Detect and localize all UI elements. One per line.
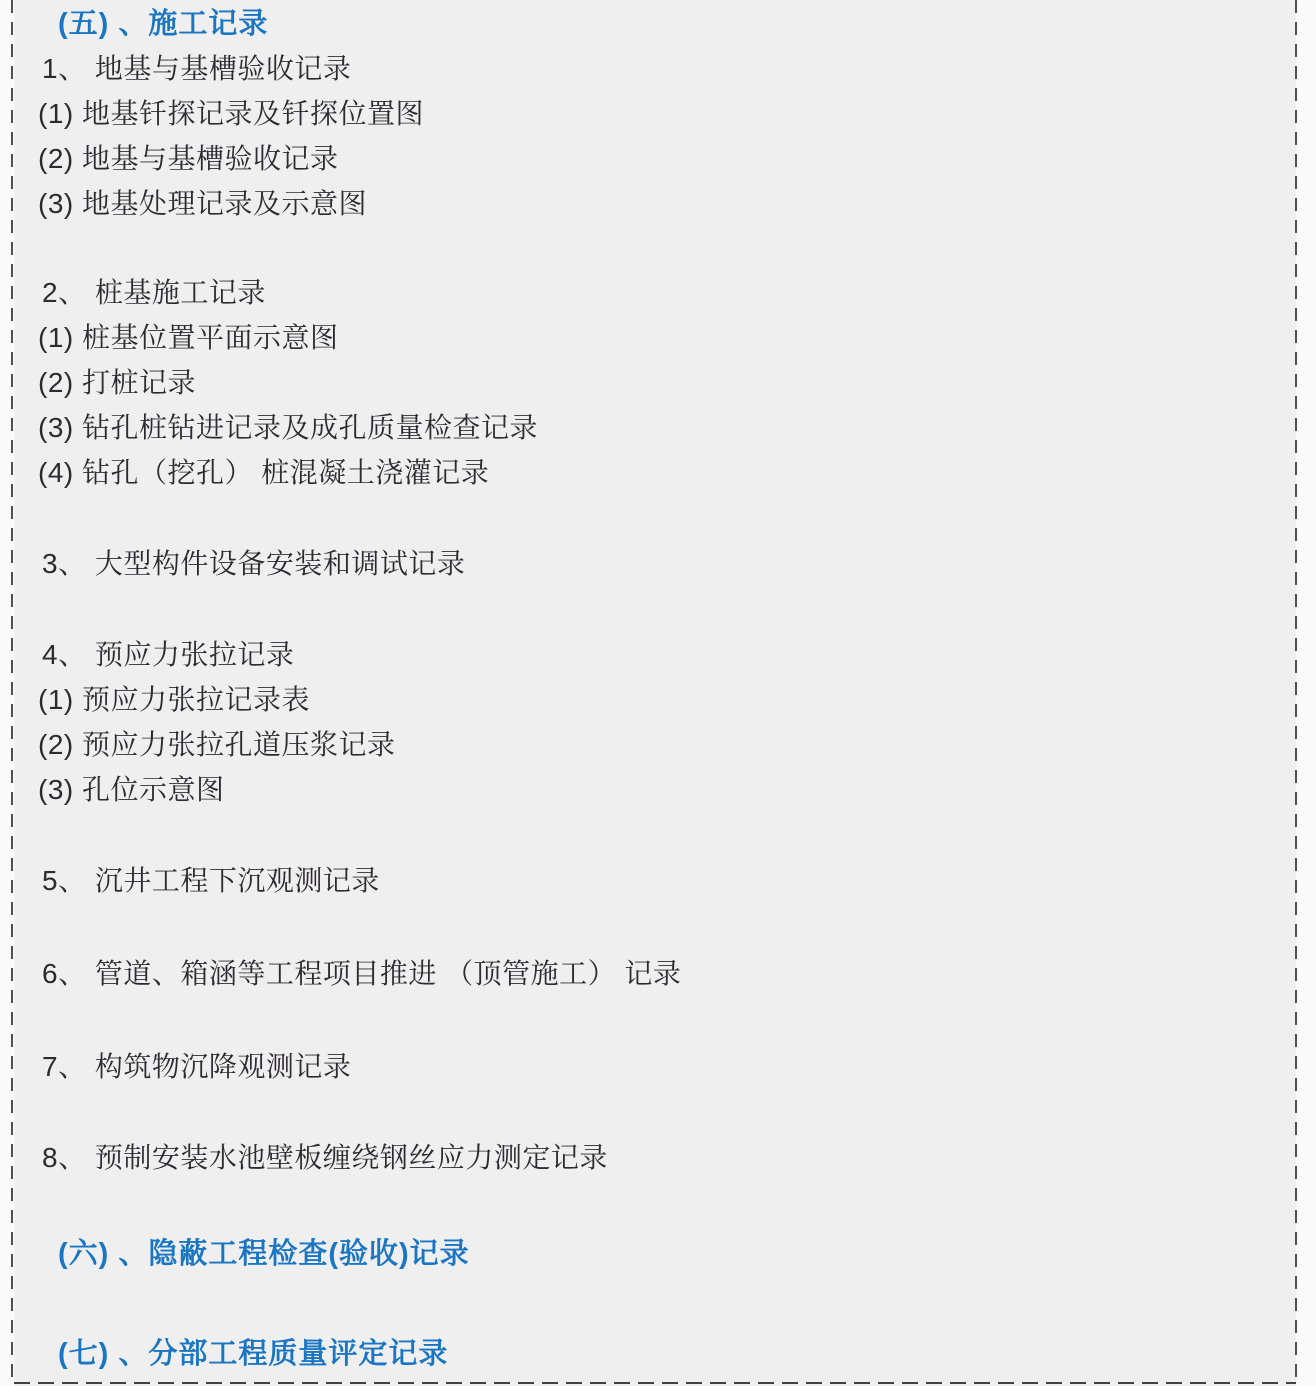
list-subitem: (3) 孔位示意图 [38, 774, 225, 805]
page-border-bottom [14, 1382, 1296, 1384]
list-subitem: (1) 地基钎探记录及钎探位置图 [38, 98, 425, 129]
section-heading-7: (七) 、分部工程质量评定记录 [58, 1338, 449, 1370]
list-item-3: 3、 大型构件设备安装和调试记录 [42, 548, 466, 579]
list-subitem: (4) 钻孔（挖孔） 桩混凝土浇灌记录 [38, 457, 490, 488]
list-subitem: (1) 桩基位置平面示意图 [38, 322, 339, 353]
list-item-2: 2、 桩基施工记录 [42, 277, 266, 308]
list-subitem: (3) 钻孔桩钻进记录及成孔质量检查记录 [38, 412, 539, 443]
list-subitem: (2) 打桩记录 [38, 367, 197, 398]
list-item-6: 6、 管道、箱涵等工程项目推进 （顶管施工） 记录 [42, 958, 682, 989]
list-subitem: (1) 预应力张拉记录表 [38, 684, 311, 715]
list-item-8: 8、 预制安装水池壁板缠绕钢丝应力测定记录 [42, 1142, 608, 1173]
page-border-left [11, 0, 13, 1386]
section-heading-6: (六) 、隐蔽工程检查(验收)记录 [58, 1238, 470, 1270]
document-content [14, 0, 1296, 1376]
list-subitem: (2) 预应力张拉孔道压浆记录 [38, 729, 396, 760]
list-item-5: 5、 沉井工程下沉观测记录 [42, 865, 380, 896]
list-item-7: 7、 构筑物沉降观测记录 [42, 1051, 352, 1082]
list-item-4: 4、 预应力张拉记录 [42, 639, 295, 670]
list-subitem: (2) 地基与基槽验收记录 [38, 143, 339, 174]
list-subitem: (3) 地基处理记录及示意图 [38, 188, 368, 219]
list-item-1: 1、 地基与基槽验收记录 [42, 53, 352, 84]
section-heading-5: (五) 、施工记录 [58, 8, 269, 40]
